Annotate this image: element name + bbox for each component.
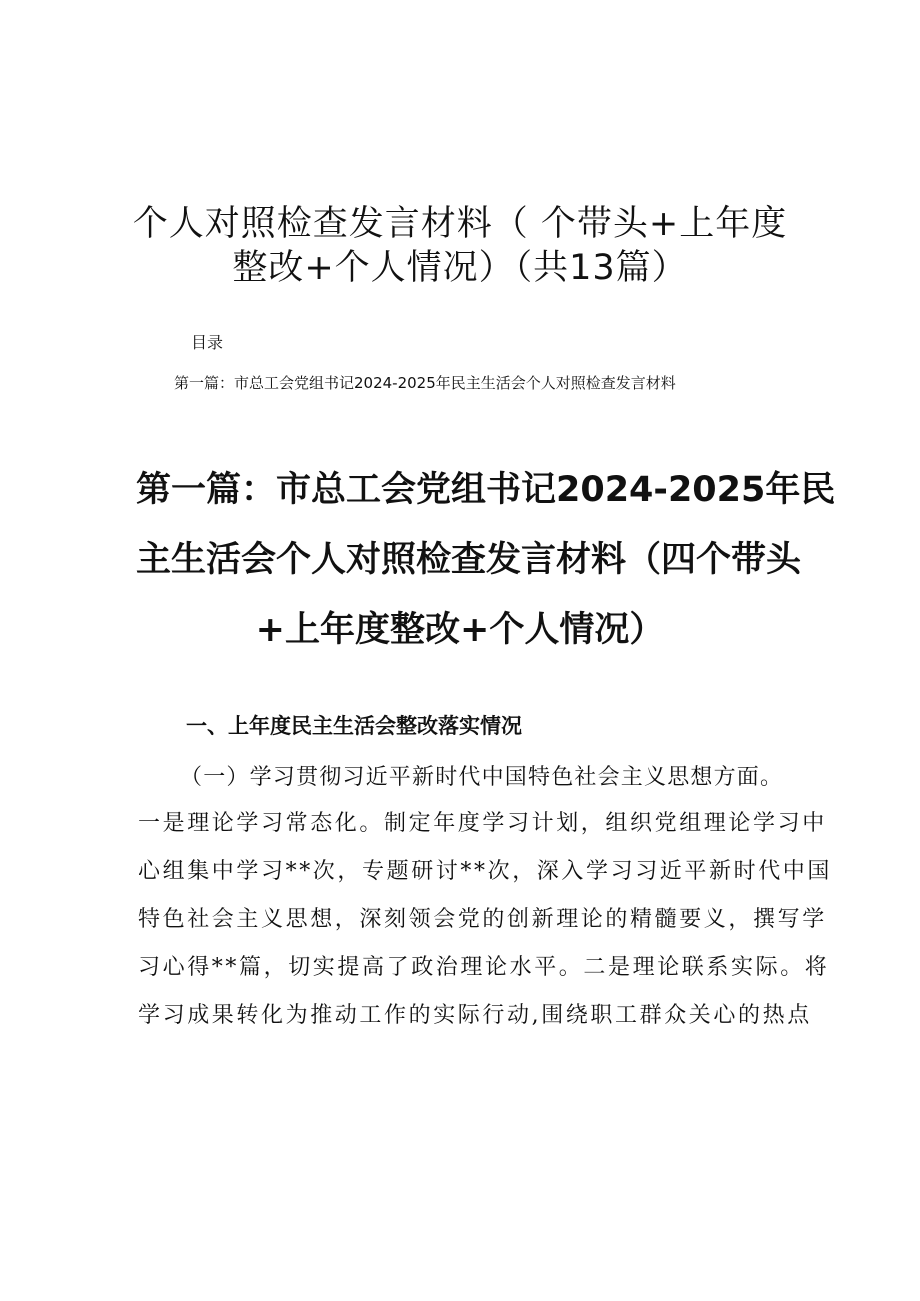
body-line-2: 一是理论学习常态化。制定年度学习计划，组织党组理论学习中: [138, 811, 827, 836]
toc-item-1[interactable]: 第一篇：市总工会党组书记2024-2025年民主生活会个人对照检查发言材料: [174, 374, 676, 392]
section-heading: 一、上年度民主生活会整改落实情况: [186, 714, 522, 738]
chapter-title-line-1: 第一篇：市总工会党组书记2024-2025年民: [136, 470, 836, 510]
chapter-title-line-3: +上年度整改+个人情况）: [255, 610, 665, 650]
toc-heading: 目录: [191, 333, 224, 352]
body-line-6: 学习成果转化为推动工作的实际行动,围绕职工群众关心的热点: [138, 1003, 812, 1028]
document-title-line-1: 个人对照检查发言材料（ 个带头+上年度: [132, 204, 788, 244]
body-line-3: 心组集中学习**次，专题研讨**次，深入学习习近平新时代中国: [138, 859, 833, 884]
document-title-line-2: 整改+个人情况）（共13篇）: [232, 248, 688, 288]
chapter-title-line-2: 主生活会个人对照检查发言材料（四个带头: [136, 540, 802, 580]
body-line-1: （一）学习贯彻习近平新时代中国特色社会主义思想方面。: [180, 765, 784, 790]
body-line-4: 特色社会主义思想，深刻领会党的创新理论的精髓要义，撰写学: [138, 907, 827, 932]
body-line-5: 习心得**篇，切实提高了政治理论水平。二是理论联系实际。将: [138, 955, 830, 980]
